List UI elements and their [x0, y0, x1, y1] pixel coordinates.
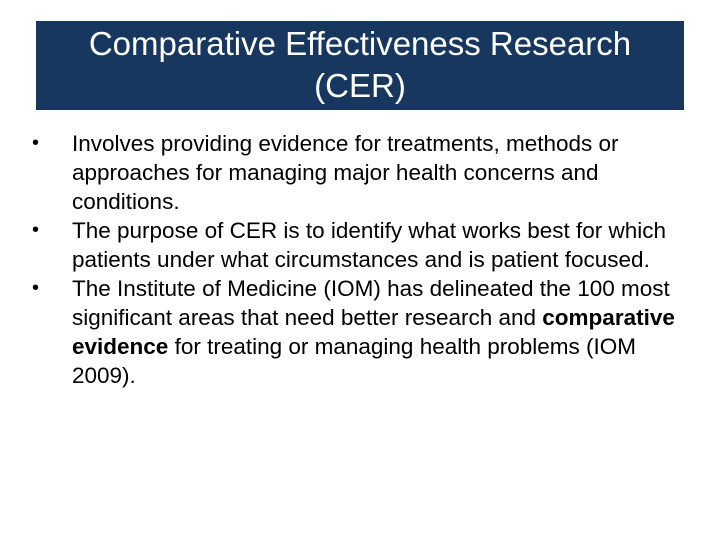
- bullet-list: [30, 129, 685, 390]
- slide-title-line-1: Comparative Effectiveness Research: [88, 25, 632, 62]
- bullet-text: Involves providing evidence for treatments, methods or approaches for managing major health concerns and conditions.: [72, 131, 619, 214]
- bullet-item: [30, 129, 685, 216]
- slide-title-line-2: (CER): [314, 67, 406, 104]
- slide-title-banner: [36, 21, 684, 110]
- bullet-icon: •: [32, 219, 40, 241]
- bullet-item: [30, 216, 685, 274]
- bullet-icon: •: [32, 277, 40, 299]
- bullet-icon: •: [32, 132, 40, 154]
- bullet-text-end: for treating or managing health problems (IOM 2009).: [72, 334, 637, 388]
- bullet-item: [30, 274, 685, 390]
- bullet-text: The purpose of CER is to identify what works best for which patients under what circumstances and is patient focused.: [72, 218, 667, 272]
- bullet-text-start: The Institute of Medicine (IOM) has delineated the 100 most significant areas that need better research and: [72, 276, 670, 330]
- bullet-text-emphasis: comparative evidence: [72, 305, 675, 359]
